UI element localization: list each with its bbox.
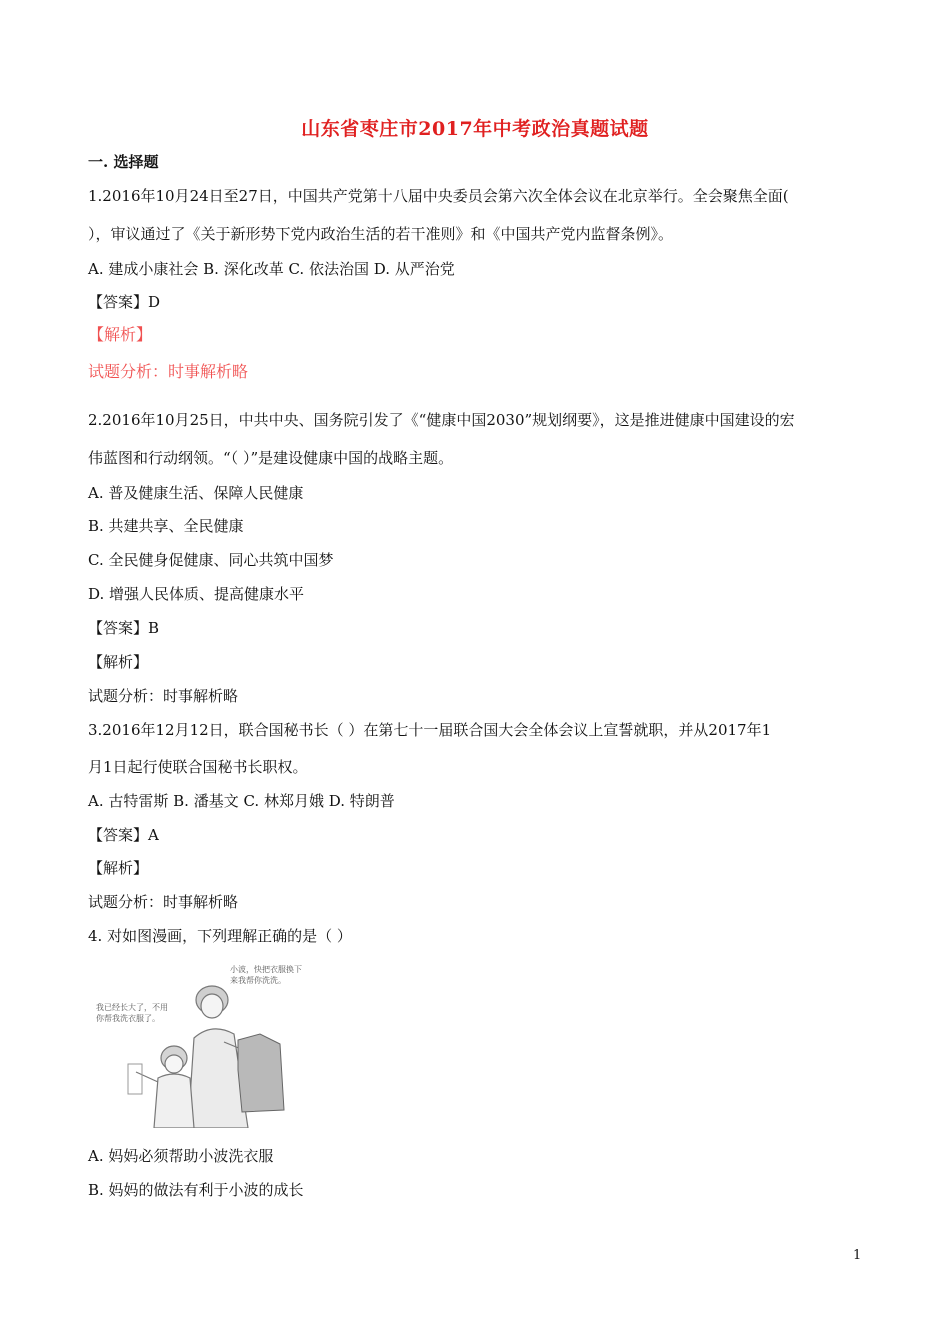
comic-illustration — [88, 960, 320, 1128]
q1-stem-line2: ），审议通过了《关于新形势下党内政治生活的若干准则》和《中国共产党内监督条例》。 — [88, 225, 674, 243]
comic-shirt — [238, 1034, 284, 1112]
q1-answer: 【答案】D — [88, 293, 161, 311]
q1-analysis: 试题分析：时事解析略 — [88, 362, 249, 381]
q3-analysis-label: 【解析】 — [88, 859, 149, 877]
q2-stem-line2: 伟蓝图和行动纲领。“（ ）”是建设健康中国的战略主题。 — [88, 449, 454, 467]
comic-boy-speech-2: 你帮我洗衣服了。 — [96, 1014, 160, 1023]
q2-option-d: D. 增强人民体质、提高健康水平 — [88, 585, 305, 603]
q4-option-b: B. 妈妈的做法有利于小波的成长 — [88, 1181, 304, 1199]
q2-analysis-label: 【解析】 — [88, 653, 149, 671]
q3-analysis: 试题分析：时事解析略 — [88, 893, 239, 911]
document-title: 山东省枣庄市2017年中考政治真题试题 — [301, 118, 649, 140]
q1-analysis-label: 【解析】 — [88, 325, 153, 344]
q3-options: A. 古特雷斯 B. 潘基文 C. 林郑月娥 D. 特朗普 — [88, 792, 395, 810]
q1-options: A. 建成小康社会 B. 深化改革 C. 依法治国 D. 从严治党 — [88, 260, 455, 278]
q3-stem-line1: 3.2016年12月12日，联合国秘书长（ ）在第七十一届联合国大会全体会议上宣誓就职，并从2017年1 — [88, 721, 772, 739]
q4-stem: 4. 对如图漫画，下列理解正确的是（ ） — [88, 927, 352, 945]
comic-boy-speech-1: 我已经长大了，不用 — [96, 1003, 168, 1012]
q2-option-a: A. 普及健康生活、保障人民健康 — [88, 484, 304, 502]
comic-mom-speech-2: 来我帮你洗洗。 — [230, 976, 286, 985]
q2-option-b: B. 共建共享、全民健康 — [88, 517, 244, 535]
comic-mom-speech-1: 小波，快把衣服换下 — [230, 965, 302, 974]
q2-stem-line1: 2.2016年10月25日，中共中央、国务院引发了《“健康中国2030”规划纲要》，这是推进健康中国建设的宏 — [88, 411, 795, 429]
q4-option-a: A. 妈妈必须帮助小波洗衣服 — [88, 1147, 274, 1165]
q2-option-c: C. 全民健身促健康、同心共筑中国梦 — [88, 551, 334, 569]
q3-answer: 【答案】A — [88, 826, 159, 844]
page-number: 1 — [853, 1248, 862, 1263]
q2-answer: 【答案】B — [88, 619, 160, 637]
q1-stem-line1: 1.2016年10月24日至27日，中国共产党第十八届中央委员会第六次全体会议在北京举行。全会聚焦全面( — [88, 187, 789, 205]
q3-stem-line2: 月1日起行使联合国秘书长职权。 — [88, 758, 308, 776]
q2-analysis: 试题分析：时事解析略 — [88, 687, 239, 705]
section-heading: 一. 选择题 — [88, 153, 159, 171]
